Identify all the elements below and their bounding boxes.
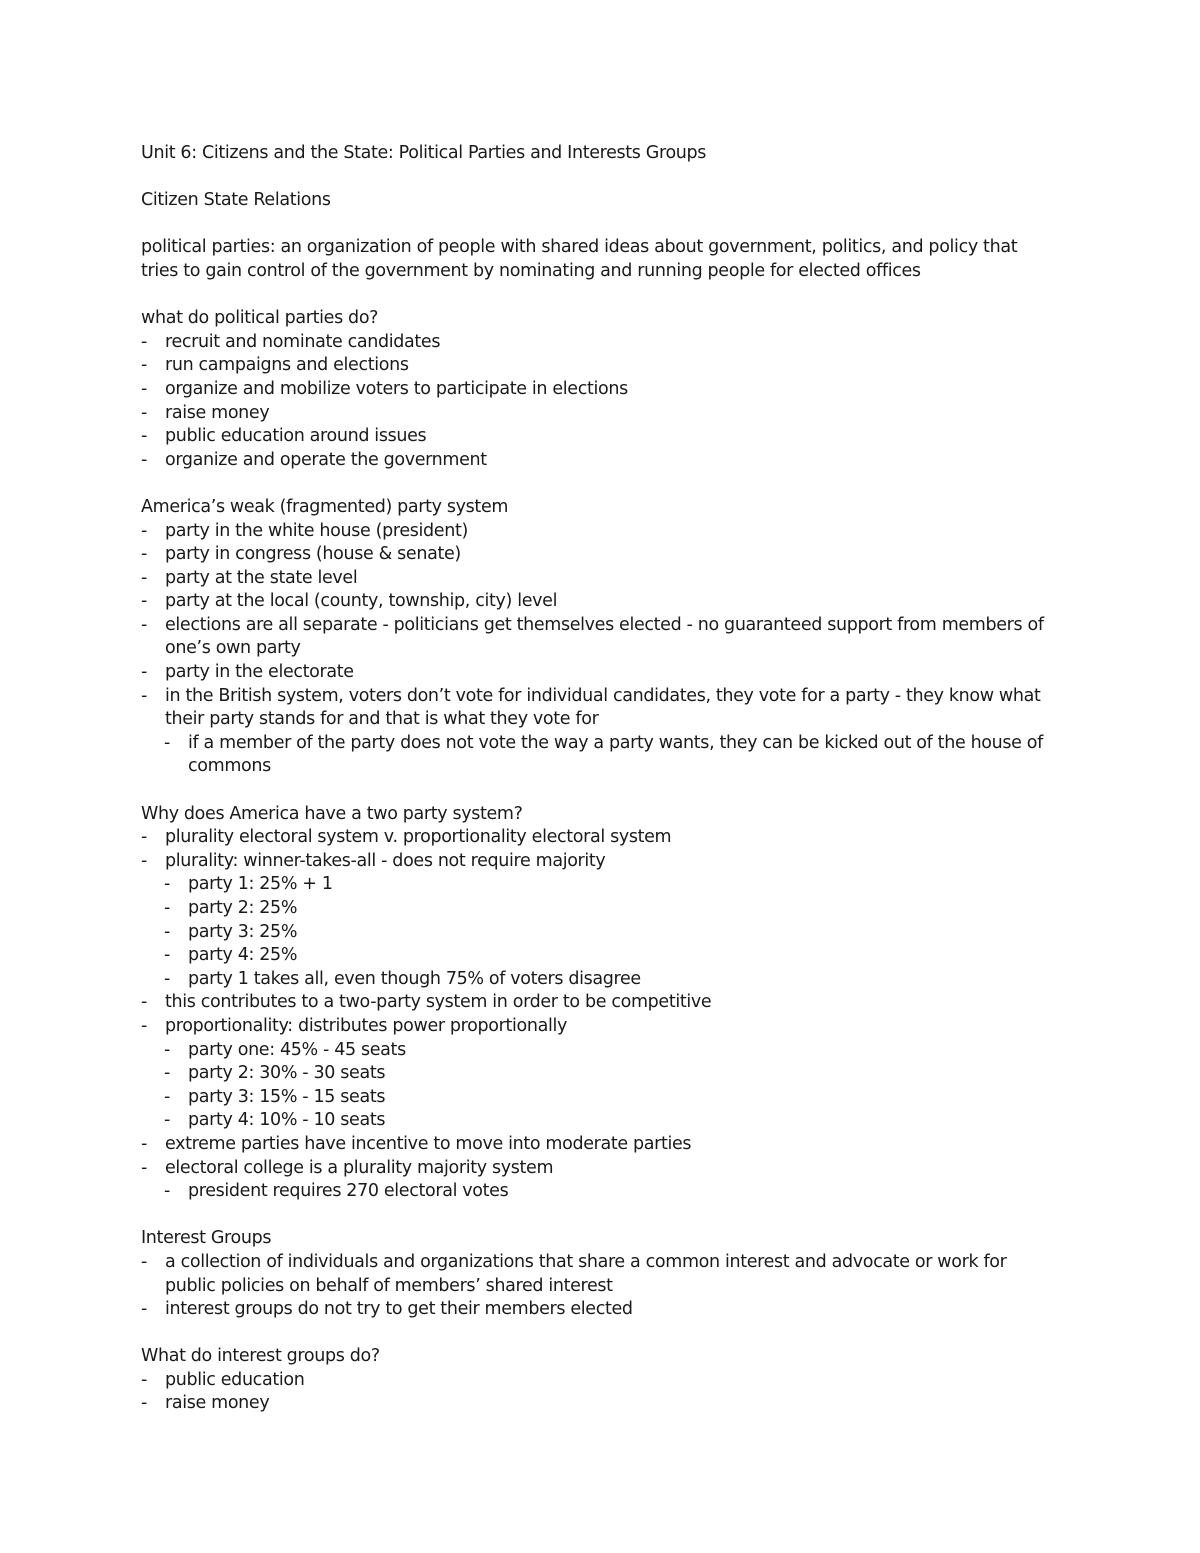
list-item-text: electoral college is a plurality majority system: [165, 1157, 554, 1178]
spacer: [141, 166, 1046, 190]
section-heading: Why does America have a two party system?: [141, 803, 523, 824]
list-item: [141, 1015, 1046, 1039]
bullet-dash: -: [141, 567, 147, 588]
bullet-dash: -: [141, 520, 147, 541]
list-item: [141, 378, 1046, 402]
section-heading: What do interest groups do?: [141, 1346, 380, 1367]
list-item-text: run campaigns and elections: [165, 355, 409, 376]
spacer: [141, 1204, 1046, 1228]
spacer: [141, 284, 1046, 308]
list-item-text: plurality: winner-takes-all - does not require majority: [165, 850, 606, 871]
list-item: [141, 449, 1046, 473]
list-item-text: organize and mobilize voters to participate in elections: [165, 378, 628, 399]
bullet-dash: -: [164, 1039, 170, 1060]
section-heading: what do political parties do?: [141, 308, 379, 329]
bullet-dash: -: [164, 1110, 170, 1131]
bullet-dash: -: [164, 898, 170, 918]
list-item-text: proportionality: distributes power proportionally: [165, 1015, 567, 1036]
bullet-dash: -: [164, 945, 170, 966]
bullet-dash: -: [164, 921, 170, 942]
list-item-text: party 3: 25%: [188, 921, 298, 942]
list-item-text: recruit and nominate candidates: [165, 331, 441, 352]
list-item-text: party at the state level: [165, 567, 358, 588]
bullet-dash: -: [141, 355, 147, 376]
bullet-dash: -: [164, 874, 170, 895]
list-item: [141, 991, 1046, 1015]
list-item-text: party at the local (county, township, city) level: [165, 591, 558, 612]
list-item: [141, 402, 1046, 426]
list-item-text: party in congress (house & senate): [165, 544, 461, 565]
sub-list-item: [141, 732, 1046, 779]
list-item-text: this contributes to a two-party system in order to be competitive: [165, 992, 712, 1013]
spacer: [141, 779, 1046, 803]
sections-container: [141, 284, 1046, 1417]
list-item-text: party 3: 15% - 15 seats: [188, 1086, 386, 1107]
bullet-dash: -: [141, 426, 147, 447]
list-item-text: elections are all separate - politicians get themselves elected - no guaranteed support from members of one’s own party: [165, 614, 1044, 659]
sub-list-item: [141, 1180, 1046, 1204]
list-item-text: public education: [165, 1369, 305, 1390]
sub-list-item: [141, 944, 1046, 968]
list-item-text: party 1: 25% + 1: [188, 874, 333, 895]
sub-list-item: [141, 968, 1046, 992]
list-item-text: organize and operate the government: [165, 449, 487, 470]
spacer: [141, 472, 1046, 496]
bullet-dash: -: [164, 1181, 170, 1202]
list-item: [141, 590, 1046, 614]
list-item-text: in the British system, voters don’t vote for individual candidates, they vote for a party - they know what their party stands for and that is what they vote for: [165, 685, 1041, 730]
bullet-dash: -: [141, 1015, 147, 1036]
list-item-text: interest groups do not try to get their members elected: [165, 1299, 633, 1320]
list-item: [141, 1298, 1046, 1322]
list-item: [141, 1369, 1046, 1393]
bullet-dash: -: [141, 1157, 147, 1178]
list-item-text: plurality electoral system v. proportionality electoral system: [165, 827, 672, 848]
list-item-text: party 4: 25%: [188, 945, 298, 966]
list-item: [141, 850, 1046, 874]
bullet-dash: -: [164, 968, 170, 989]
list-item: [141, 425, 1046, 449]
bullet-dash: -: [141, 685, 147, 706]
bullet-dash: -: [141, 1133, 147, 1154]
sub-list-item: [141, 873, 1046, 897]
list-item-text: raise money: [165, 402, 270, 423]
list-item-text: extreme parties have incentive to move into moderate parties: [165, 1133, 692, 1154]
spacer: [141, 1322, 1046, 1346]
list-item: [141, 543, 1046, 567]
bullet-dash: -: [141, 614, 147, 635]
bullet-dash: -: [141, 1251, 147, 1272]
bullet-dash: -: [141, 378, 147, 399]
list-item-text: public education around issues: [165, 426, 427, 447]
sub-list-item: [141, 1062, 1046, 1086]
list-item-text: a collection of individuals and organizations that share a common interest and advocate or work for public policies on behalf of members’ shared interest: [165, 1251, 1007, 1296]
bullet-dash: -: [141, 402, 147, 423]
list-item-text: raise money: [165, 1393, 270, 1414]
list-item-text: if a member of the party does not vote the way a party wants, they can be kicked out of the house of commons: [188, 732, 1043, 777]
list-item: [141, 614, 1046, 661]
sub-list-item: [141, 1086, 1046, 1110]
section-heading: Citizen State Relations: [141, 190, 331, 211]
bullet-dash: -: [164, 732, 170, 753]
section-heading: Interest Groups: [141, 1228, 272, 1249]
document-title: Unit 6: Citizens and the State: Political Parties and Interests Groups: [141, 143, 707, 163]
list-item-text: party 1 takes all, even though 75% of voters disagree: [188, 968, 641, 989]
list-item-text: party one: 45% - 45 seats: [188, 1039, 406, 1060]
list-item: [141, 1133, 1046, 1157]
bullet-dash: -: [141, 544, 147, 565]
bullet-dash: -: [141, 850, 147, 871]
bullet-dash: -: [141, 992, 147, 1013]
list-item: [141, 1251, 1046, 1298]
list-item: [141, 1392, 1046, 1416]
bullet-dash: -: [141, 662, 147, 683]
sub-list-item: [141, 921, 1046, 945]
list-item-text: president requires 270 electoral votes: [188, 1181, 509, 1202]
list-item: [141, 826, 1046, 850]
bullet-dash: -: [141, 827, 147, 848]
bullet-dash: -: [141, 591, 147, 612]
sub-list-item: [141, 1109, 1046, 1133]
section-heading: America’s weak (fragmented) party system: [141, 496, 509, 517]
list-item: [141, 661, 1046, 685]
list-item: [141, 567, 1046, 591]
bullet-dash: -: [141, 1299, 147, 1320]
bullet-dash: -: [141, 1369, 147, 1390]
sub-list-item: [141, 897, 1046, 921]
list-item: [141, 331, 1046, 355]
spacer: [141, 213, 1046, 237]
document-page: [141, 142, 1046, 1416]
definition-paragraph: political parties: an organization of people with shared ideas about government, politics, and policy that tries to gain control of the government by nominating and running people for elected offices: [141, 237, 1018, 281]
bullet-dash: -: [141, 449, 147, 470]
list-item-text: party 4: 10% - 10 seats: [188, 1110, 386, 1131]
bullet-dash: -: [164, 1063, 170, 1084]
bullet-dash: -: [141, 1393, 147, 1414]
list-item: [141, 1157, 1046, 1181]
list-item-text: party in the white house (president): [165, 520, 468, 541]
list-item: [141, 354, 1046, 378]
list-item: [141, 685, 1046, 732]
list-item-text: party in the electorate: [165, 662, 354, 683]
bullet-dash: -: [141, 331, 147, 352]
bullet-dash: -: [164, 1086, 170, 1107]
list-item: [141, 520, 1046, 544]
list-item-text: party 2: 30% - 30 seats: [188, 1063, 386, 1084]
sub-list-item: [141, 1039, 1046, 1063]
list-item-text: party 2: 25%: [188, 898, 298, 918]
